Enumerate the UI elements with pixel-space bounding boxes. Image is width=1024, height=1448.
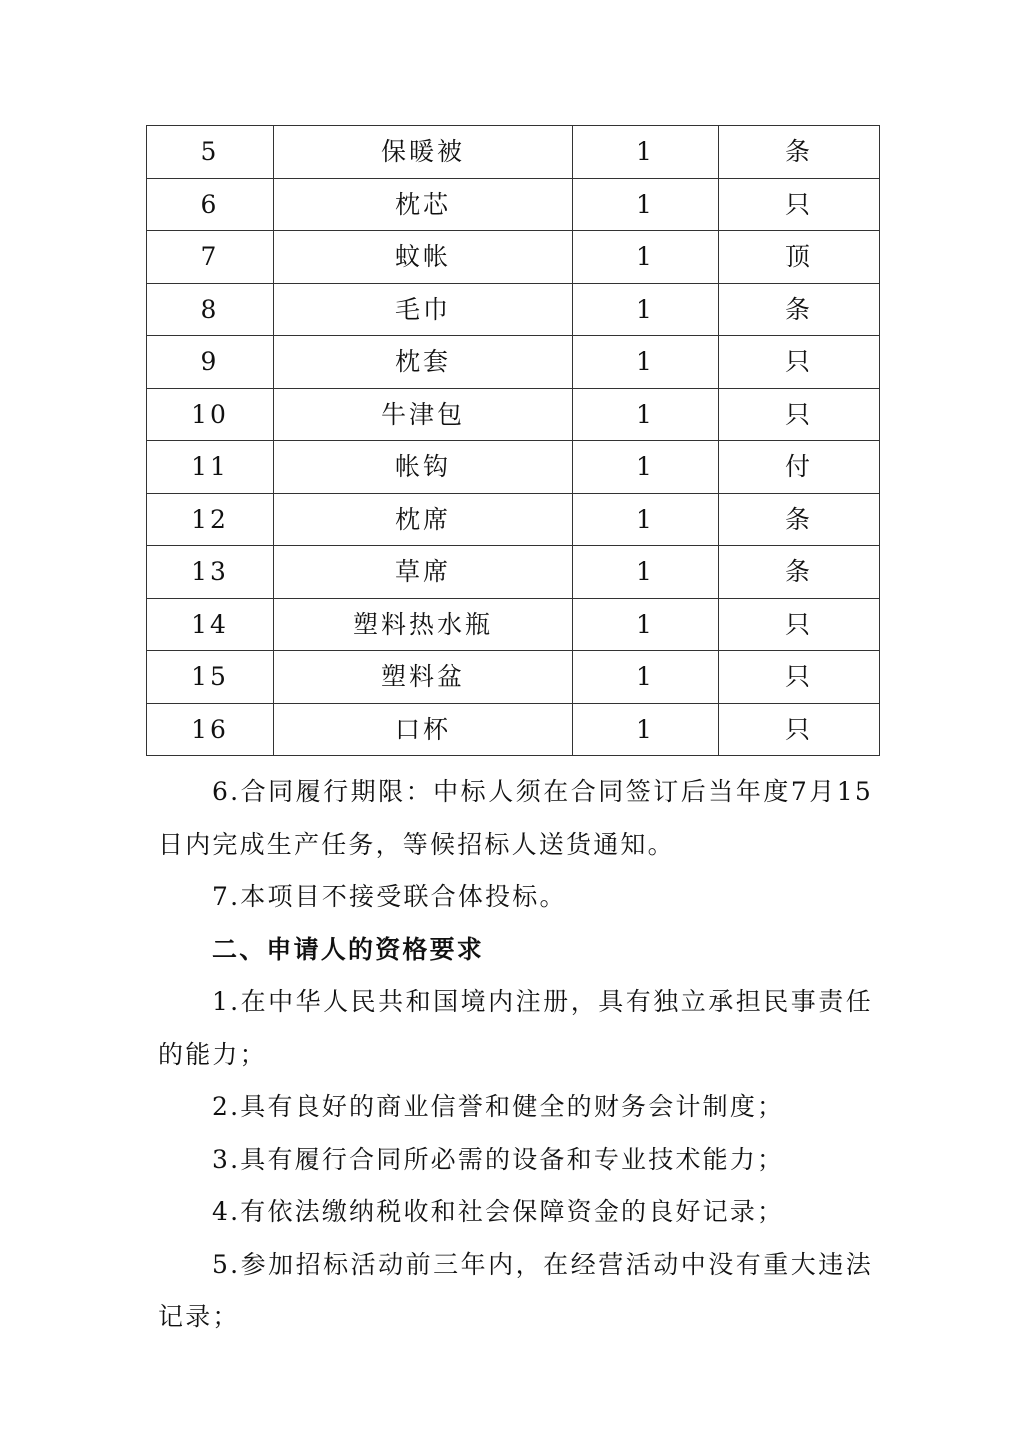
table-row: [147, 441, 880, 494]
section-heading: 二、申请人的资格要求: [212, 934, 485, 964]
requirement-item: 4.有依法缴纳税收和社会保障资金的良好记录；: [212, 1197, 785, 1226]
item-name: 枕芯: [274, 178, 573, 231]
requirement-item: 1.在中华人民共和国境内注册，具有独立承担民事责任的能力；: [158, 987, 873, 1069]
table-row: [147, 231, 880, 284]
item-unit: 顶: [719, 231, 880, 284]
item-unit: 条: [719, 126, 880, 179]
item-name: 口杯: [274, 703, 573, 756]
item-number: 11: [147, 441, 274, 494]
table-row: [147, 651, 880, 704]
item-number: 13: [147, 546, 274, 599]
item-unit: 只: [719, 703, 880, 756]
item-name: 塑料热水瓶: [274, 598, 573, 651]
table-row: [147, 283, 880, 336]
body-text: [158, 766, 873, 1344]
item-number: 8: [147, 283, 274, 336]
item-quantity: 1: [573, 546, 719, 599]
item-number: 14: [147, 598, 274, 651]
item-number: 5: [147, 126, 274, 179]
item-name: 枕套: [274, 336, 573, 389]
item-number: 6: [147, 178, 274, 231]
item-number: 16: [147, 703, 274, 756]
table-row: [147, 546, 880, 599]
item-name: 牛津包: [274, 388, 573, 441]
item-unit: 付: [719, 441, 880, 494]
item-number: 15: [147, 651, 274, 704]
item-quantity: 1: [573, 336, 719, 389]
item-name: 枕席: [274, 493, 573, 546]
item-quantity: 1: [573, 493, 719, 546]
table-row: [147, 126, 880, 179]
item-name: 毛巾: [274, 283, 573, 336]
table-row: [147, 598, 880, 651]
requirement-item: 3.具有履行合同所必需的设备和专业技术能力；: [212, 1144, 785, 1174]
item-unit: 条: [719, 493, 880, 546]
item-unit: 条: [719, 283, 880, 336]
item-name: 保暖被: [274, 126, 573, 179]
table-row: [147, 388, 880, 441]
item-unit: 只: [719, 651, 880, 704]
item-quantity: 1: [573, 441, 719, 494]
item-quantity: 1: [573, 703, 719, 756]
item-quantity: 1: [573, 388, 719, 441]
item-unit: 只: [719, 178, 880, 231]
item-number: 10: [147, 388, 274, 441]
item-unit: 只: [719, 336, 880, 389]
item-unit: 只: [719, 598, 880, 651]
item-quantity: 1: [573, 598, 719, 651]
item-name: 草席: [274, 546, 573, 599]
requirement-item: 2.具有良好的商业信誉和健全的财务会计制度；: [212, 1092, 785, 1121]
table-row: [147, 703, 880, 756]
requirement-item: 5.参加招标活动前三年内，在经营活动中没有重大违法记录；: [158, 1249, 873, 1331]
item-unit: 条: [719, 546, 880, 599]
items-table: [146, 125, 880, 756]
item-name: 蚊帐: [274, 231, 573, 284]
item-quantity: 1: [573, 178, 719, 231]
item-number: 9: [147, 336, 274, 389]
table-row: [147, 493, 880, 546]
item-quantity: 1: [573, 651, 719, 704]
item-number: 12: [147, 493, 274, 546]
item-name: 帐钩: [274, 441, 573, 494]
table-row: [147, 178, 880, 231]
item-quantity: 1: [573, 231, 719, 284]
table-row: [147, 336, 880, 389]
item-number: 7: [147, 231, 274, 284]
item-unit: 只: [719, 388, 880, 441]
consortium-paragraph: 7.本项目不接受联合体投标。: [212, 882, 567, 911]
contract-period-paragraph: 6.合同履行期限：中标人须在合同签订后当年度7月15日内完成生产任务，等候招标人送货通知。: [158, 777, 873, 859]
item-quantity: 1: [573, 126, 719, 179]
item-quantity: 1: [573, 283, 719, 336]
item-name: 塑料盆: [274, 651, 573, 704]
